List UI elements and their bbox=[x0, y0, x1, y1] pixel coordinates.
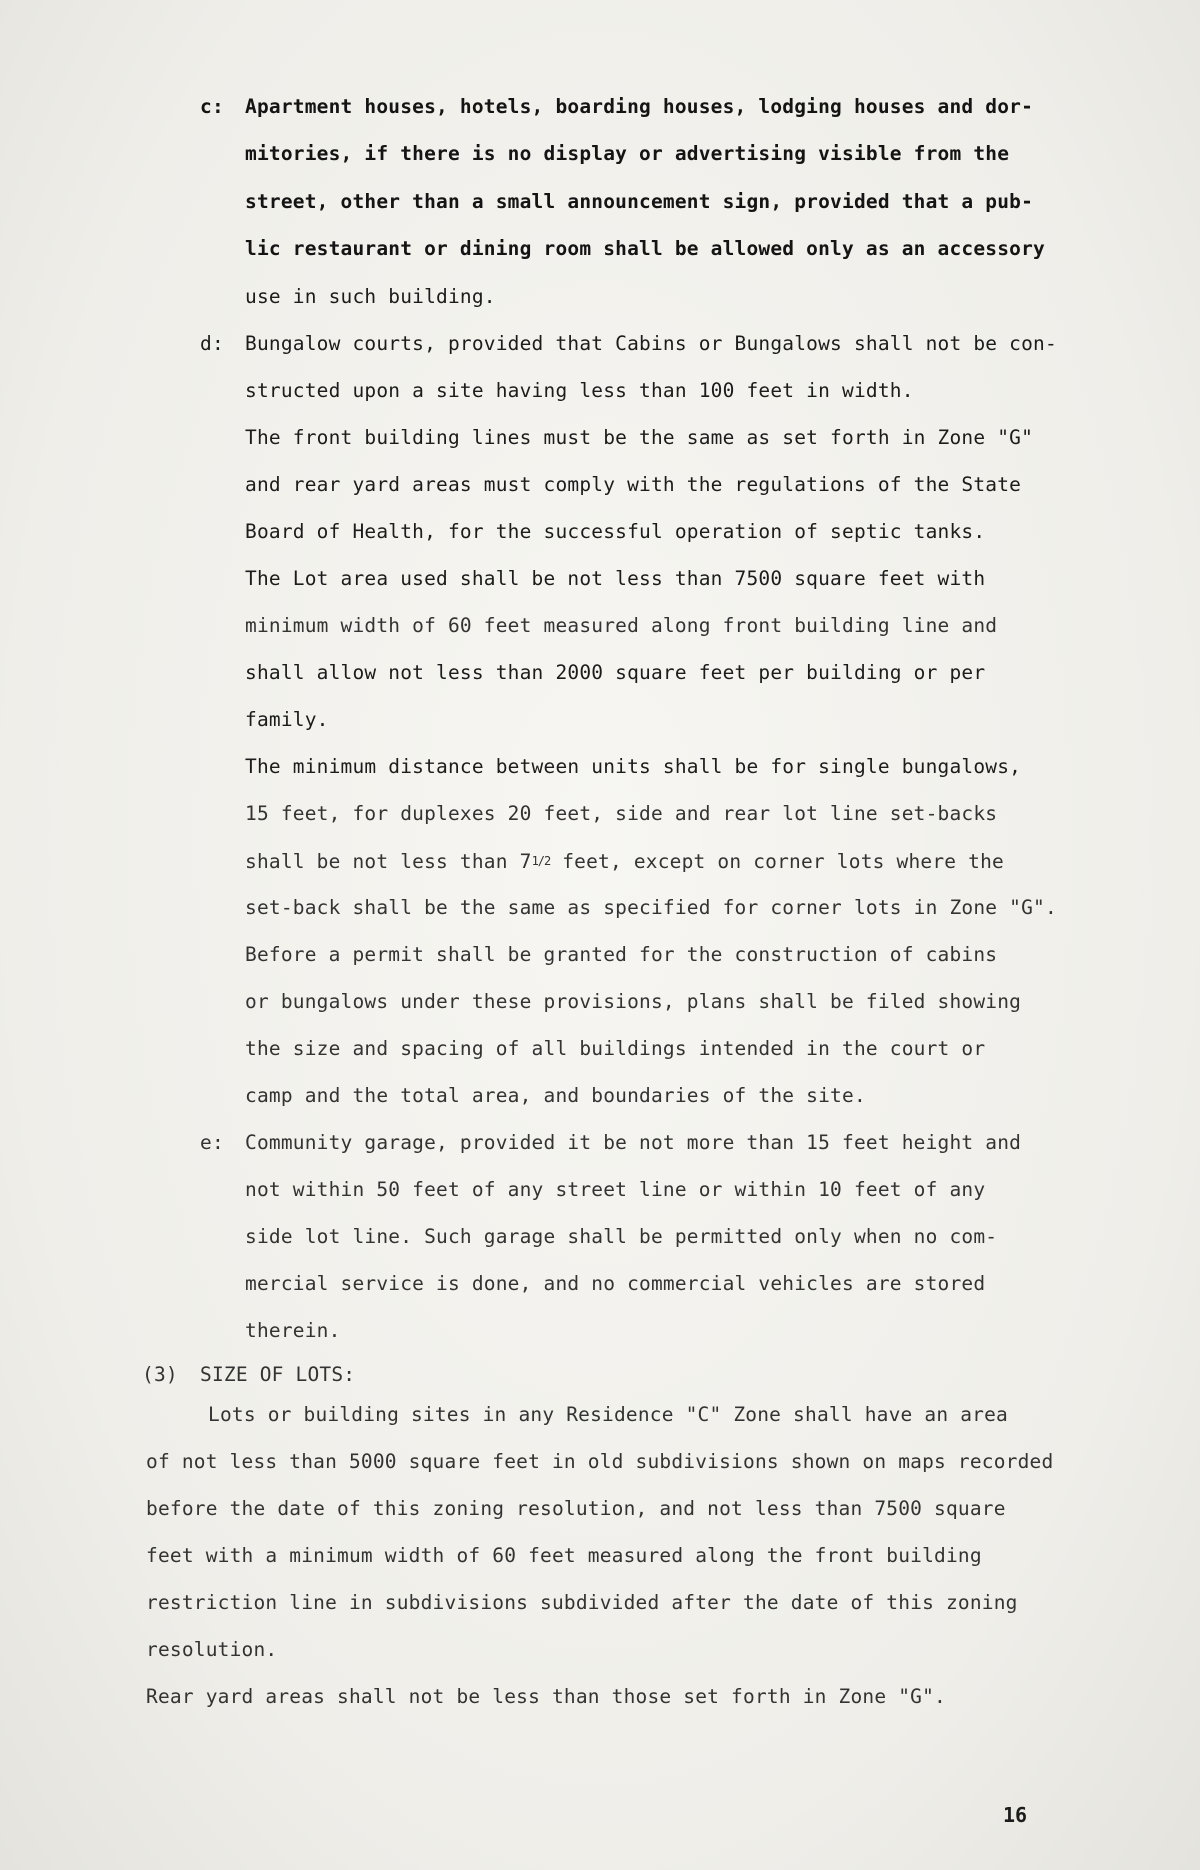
item-d-line-8: shall allow not less than 2000 square feet per building or per bbox=[245, 661, 986, 684]
section-3-line-5: restriction line in subdivisions subdivided after the date of this zoning bbox=[146, 1591, 1018, 1614]
item-d-line-16: the size and spacing of all buildings intended in the court or bbox=[245, 1037, 986, 1060]
section-3-line-1: Lots or building sites in any Residence "C" Zone shall have an area bbox=[208, 1403, 1008, 1426]
item-d-line-11: 15 feet, for duplexes 20 feet, side and rear lot line set-backs bbox=[245, 802, 998, 825]
item-c-line-3: street, other than a small announcement sign, provided that a pub- bbox=[245, 190, 1034, 213]
item-d-line-12-head: shall be not less than 7 bbox=[245, 850, 532, 873]
item-e-label: e: bbox=[200, 1131, 224, 1154]
section-3-line-3: before the date of this zoning resolution, and not less than 7500 square bbox=[146, 1497, 1006, 1520]
item-c-line-1: Apartment houses, hotels, boarding houses, lodging houses and dor- bbox=[245, 95, 1034, 118]
item-d-line-10: The minimum distance between units shall be for single bungalows, bbox=[245, 755, 1022, 778]
item-d-line-15: or bungalows under these provisions, plans shall be filed showing bbox=[245, 990, 1022, 1013]
item-c-line-4: lic restaurant or dining room shall be allowed only as an accessory bbox=[245, 237, 1045, 260]
item-c-line-2: mitories, if there is no display or advertising visible from the bbox=[245, 142, 1010, 165]
item-d-line-5: Board of Health, for the successful operation of septic tanks. bbox=[245, 520, 986, 543]
item-d-line-12 bbox=[245, 848, 1004, 875]
item-e-line-4: mercial service is done, and no commercial vehicles are stored bbox=[245, 1272, 986, 1295]
item-d-line-6: The Lot area used shall be not less than 7500 square feet with bbox=[245, 567, 986, 590]
item-c-label: c: bbox=[200, 95, 224, 118]
section-3-number: (3) bbox=[142, 1363, 178, 1386]
item-d-line-13: set-back shall be the same as specified for corner lots in Zone "G". bbox=[245, 896, 1057, 919]
item-d-line-14: Before a permit shall be granted for the construction of cabins bbox=[245, 943, 998, 966]
page-number: 16 bbox=[1003, 1803, 1028, 1827]
section-3-heading: SIZE OF LOTS: bbox=[200, 1363, 356, 1386]
item-d-line-9: family. bbox=[245, 708, 329, 731]
item-d-line-17: camp and the total area, and boundaries of the site. bbox=[245, 1084, 866, 1107]
section-3-line-4: feet with a minimum width of 60 feet measured along the front building bbox=[146, 1544, 982, 1567]
item-e-line-1: Community garage, provided it be not more than 15 feet height and bbox=[245, 1131, 1022, 1154]
item-d-line-3: The front building lines must be the same as set forth in Zone "G" bbox=[245, 426, 1034, 449]
fraction-half: 1/2 bbox=[531, 854, 551, 868]
section-3-line-2: of not less than 5000 square feet in old subdivisions shown on maps recorded bbox=[146, 1450, 1054, 1473]
item-d-line-2: structed upon a site having less than 100 feet in width. bbox=[245, 379, 914, 402]
item-d-line-7: minimum width of 60 feet measured along front building line and bbox=[245, 614, 998, 637]
item-d-line-12-tail: feet, except on corner lots where the bbox=[550, 850, 1004, 873]
item-d-line-4: and rear yard areas must comply with the regulations of the State bbox=[245, 473, 1022, 496]
item-e-line-2: not within 50 feet of any street line or within 10 feet of any bbox=[245, 1178, 986, 1201]
section-3-line-7: Rear yard areas shall not be less than those set forth in Zone "G". bbox=[146, 1685, 946, 1708]
item-e-line-3: side lot line. Such garage shall be permitted only when no com- bbox=[245, 1225, 998, 1248]
section-3-line-6: resolution. bbox=[146, 1638, 278, 1661]
item-e-line-5: therein. bbox=[245, 1319, 341, 1342]
item-d-line-1: Bungalow courts, provided that Cabins or Bungalows shall not be con- bbox=[245, 332, 1057, 355]
item-c-line-5: use in such building. bbox=[245, 285, 496, 308]
item-d-label: d: bbox=[200, 332, 224, 355]
